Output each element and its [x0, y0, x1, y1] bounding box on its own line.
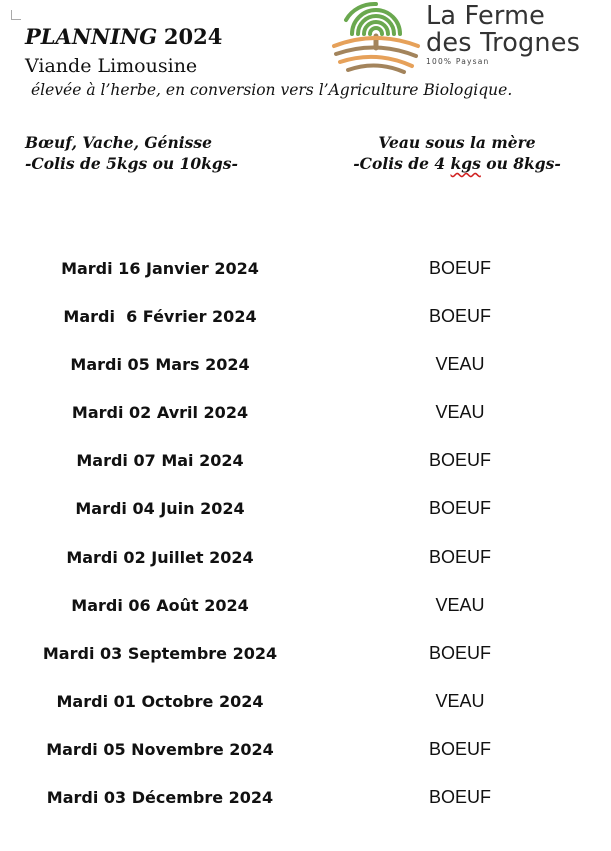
schedule-row	[0, 638, 611, 686]
schedule-date: Mardi 16 Janvier 2024	[61, 259, 259, 278]
beef-column-header	[25, 132, 238, 174]
title-year: 2024	[163, 24, 223, 49]
schedule-row	[0, 397, 611, 445]
logo-tagline: 100% Paysan	[426, 57, 490, 66]
schedule-meat-type: BOEUF	[428, 498, 491, 519]
schedule-row	[0, 734, 611, 782]
veal-sizes-unit: kgs	[450, 154, 481, 173]
schedule-row	[0, 686, 611, 734]
schedule-row	[0, 493, 611, 541]
veal-column-header	[352, 132, 562, 174]
schedule-meat-type: BOEUF	[428, 546, 491, 567]
farm-logo	[330, 0, 600, 75]
schedule-date: Mardi 03 Septembre 2024	[42, 643, 278, 663]
schedule-meat-type: VEAU	[435, 402, 485, 423]
schedule-date: Mardi 02 Juillet 2024	[66, 547, 254, 567]
schedule-date: Mardi 02 Avril 2024	[71, 403, 249, 423]
logo-name	[426, 3, 580, 57]
schedule-row	[0, 590, 611, 638]
schedule-date: Mardi 05 Mars 2024	[70, 355, 250, 375]
schedule-meat-type: BOEUF	[428, 738, 491, 759]
veal-product: Veau sous la mère	[378, 133, 536, 152]
page-subtitle: Viande Limousine	[25, 55, 198, 77]
schedule-date: Mardi 07 Mai 2024	[76, 451, 244, 471]
schedule-meat-type: BOEUF	[428, 306, 491, 327]
schedule-meat-type: BOEUF	[428, 450, 491, 471]
schedule-date: Mardi 6 Février 2024	[63, 307, 257, 327]
logo-name-line1: La Ferme	[426, 1, 546, 31]
schedule-meat-type: BOEUF	[428, 258, 491, 278]
title-planning: PLANNING	[25, 24, 158, 49]
schedule-date: Mardi 05 Novembre 2024	[46, 739, 274, 759]
schedule-row	[0, 301, 611, 349]
schedule-row	[0, 349, 611, 397]
schedule-date: Mardi 01 Octobre 2024	[56, 691, 264, 711]
schedule-row	[0, 253, 611, 301]
schedule-meat-type: BOEUF	[428, 787, 491, 808]
page-title	[25, 24, 222, 49]
farm-logo-icon	[330, 0, 422, 75]
veal-package-sizes	[352, 153, 562, 174]
schedule-row	[0, 445, 611, 493]
schedule-meat-type: VEAU	[435, 354, 485, 375]
schedule-date: Mardi 04 Juin 2024	[75, 499, 245, 519]
beef-products: Bœuf, Vache, Génisse	[25, 133, 212, 152]
schedule-row	[0, 542, 611, 590]
schedule-meat-type: BOEUF	[428, 642, 491, 663]
veal-sizes-suffix: ou 8kgs-	[480, 154, 561, 173]
veal-sizes-prefix: -Colis de 4	[353, 154, 451, 173]
schedule-meat-type: VEAU	[435, 690, 485, 711]
schedule-row	[0, 782, 611, 830]
schedule-date: Mardi 06 Août 2024	[71, 595, 249, 615]
delivery-schedule	[0, 253, 611, 830]
logo-name-line2: des Trognes	[426, 28, 581, 58]
page-corner-mark	[11, 10, 21, 20]
schedule-date: Mardi 03 Décembre 2024	[46, 788, 274, 808]
beef-package-sizes: -Colis de 5kgs ou 10kgs-	[25, 154, 238, 173]
page-tagline: élevée à l’herbe, en conversion vers l’Agriculture Biologique.	[31, 81, 513, 99]
schedule-meat-type: VEAU	[435, 594, 485, 615]
